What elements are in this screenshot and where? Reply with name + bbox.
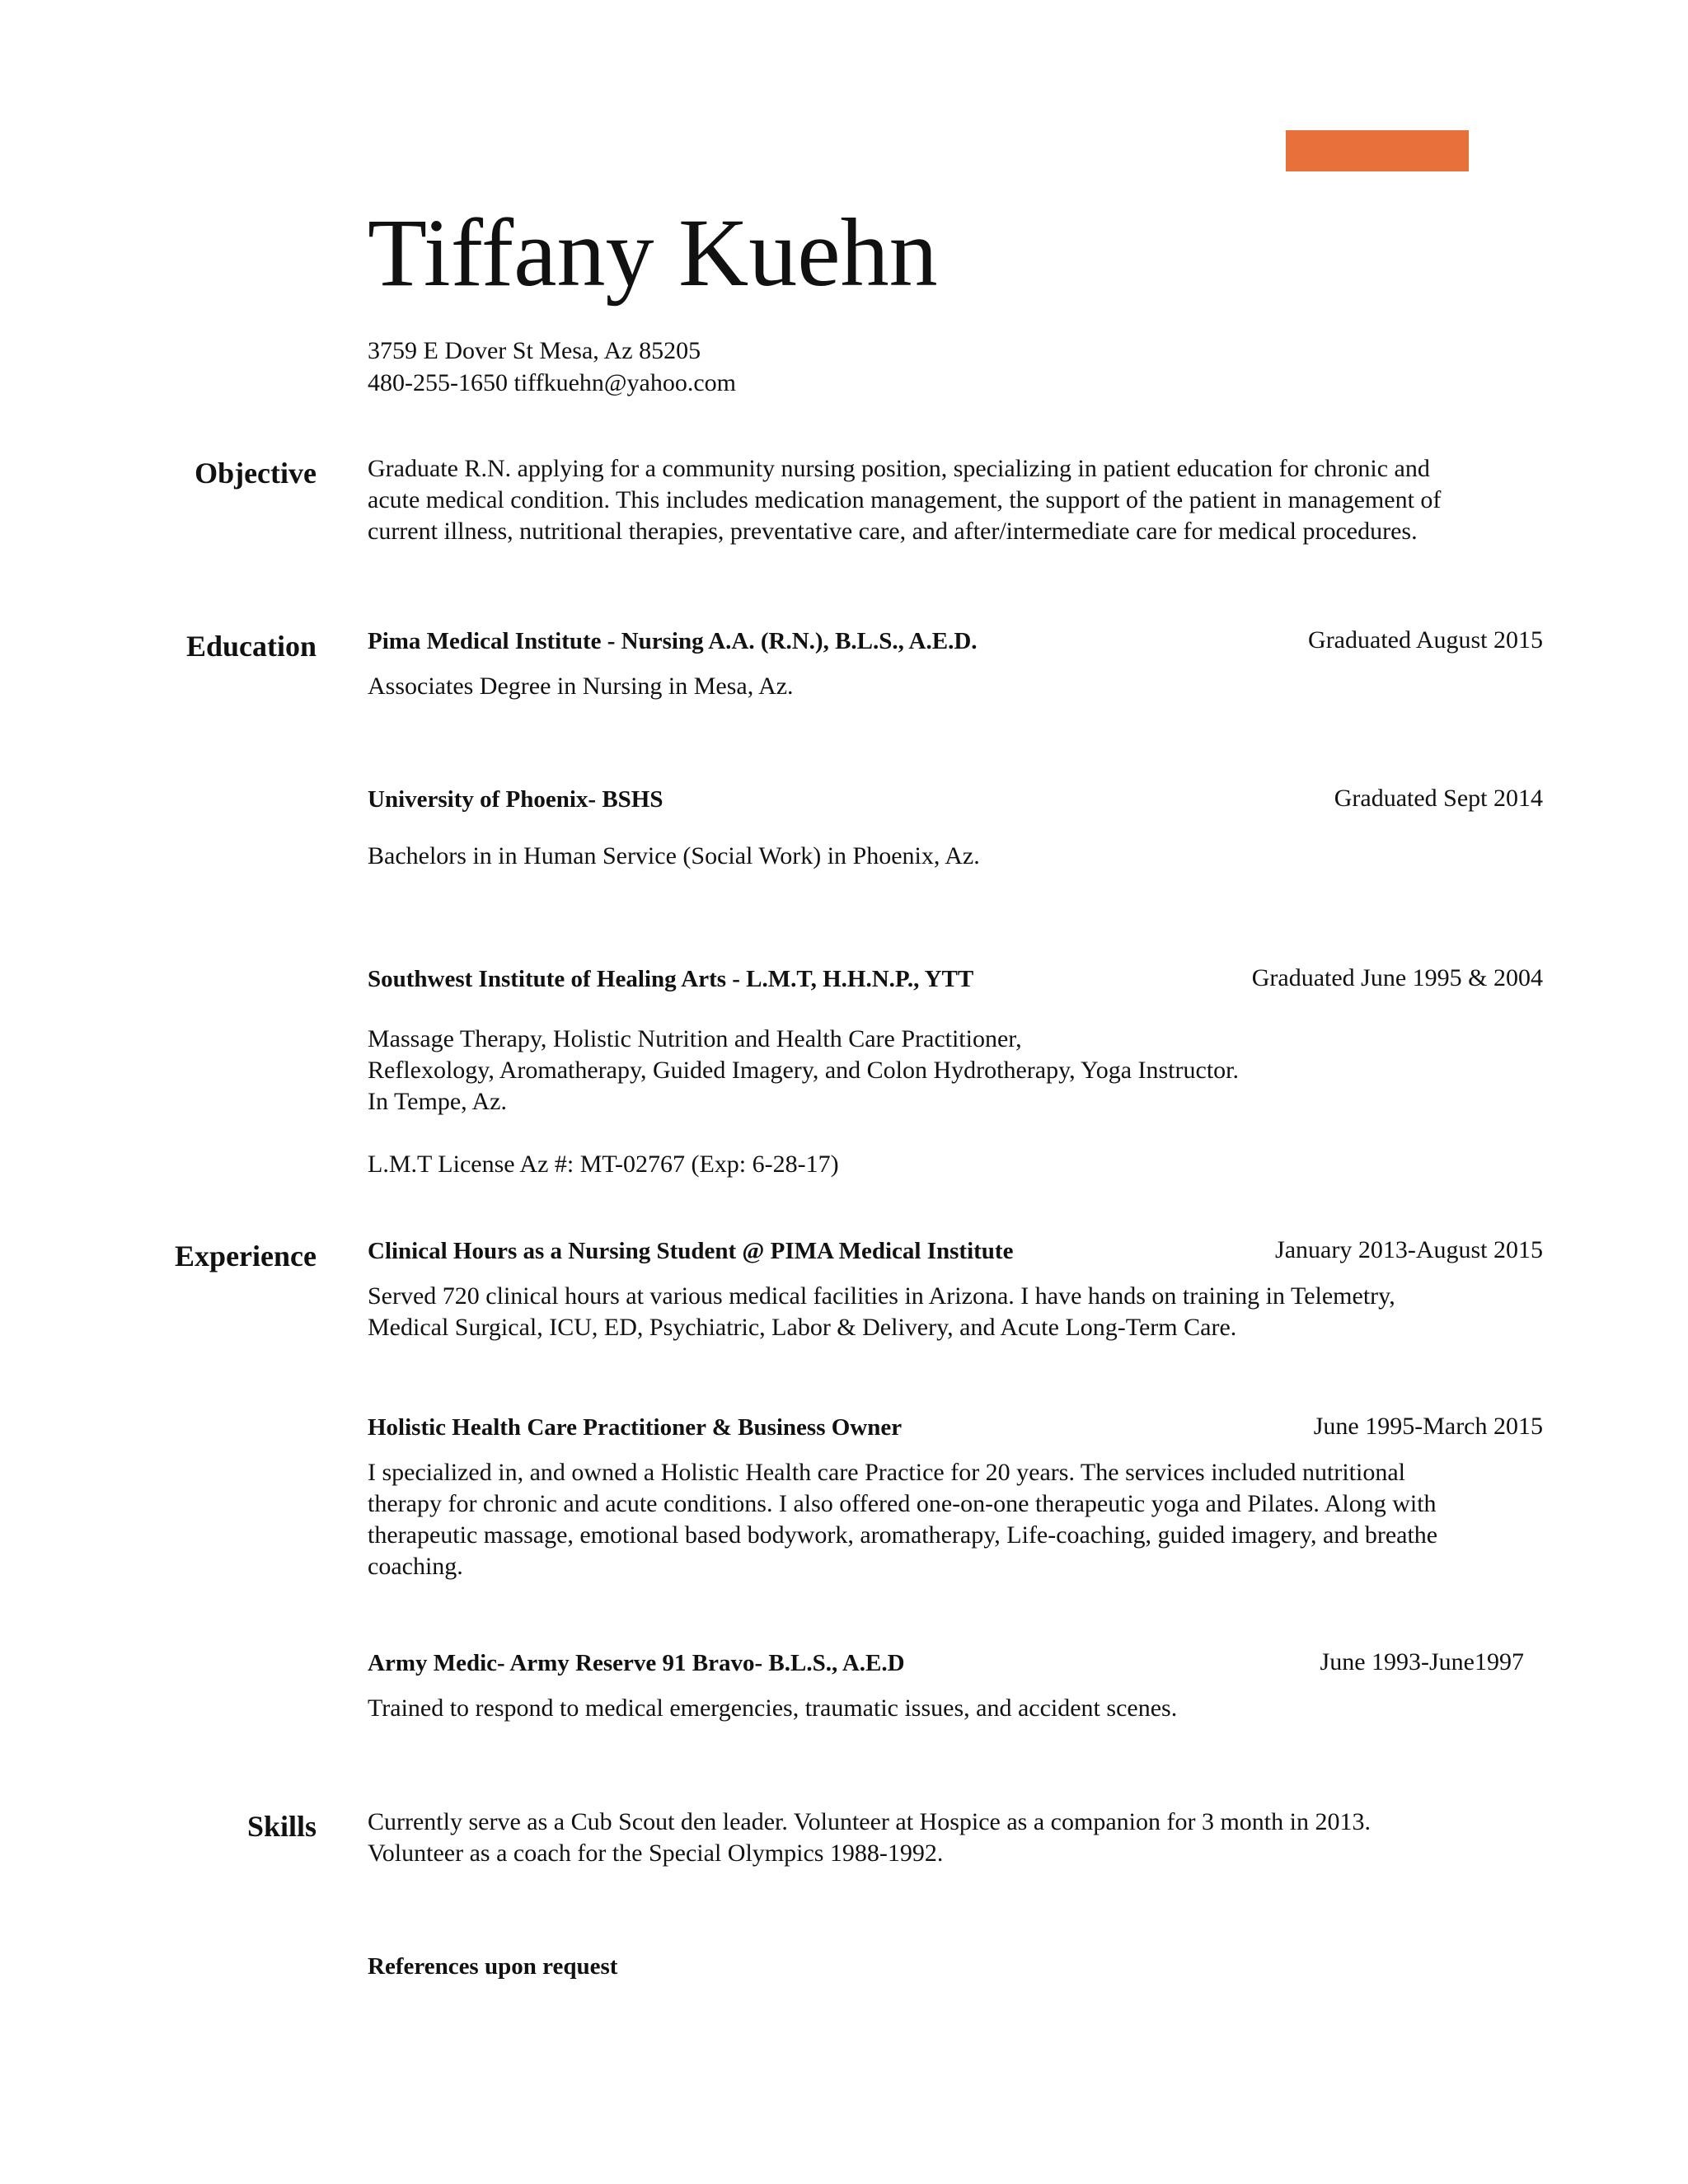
experience-desc-holistic xyxy=(368,1457,1437,1582)
experience-line: therapy for chronic and acute conditions. I also offered one-on-one therapeutic yoga and Pilates. Along with xyxy=(368,1490,1437,1517)
accent-bar xyxy=(1286,130,1469,171)
skills-heading: Skills xyxy=(246,1810,316,1843)
education-date-southwest: Graduated June 1995 & 2004 xyxy=(1251,964,1543,991)
experience-line: Served 720 clinical hours at various medical facilities in Arizona. I have hands on training in Telemetry, xyxy=(368,1282,1395,1310)
objective-heading: Objective xyxy=(195,457,316,490)
candidate-name: Tiffany Kuehn xyxy=(368,199,938,307)
experience-line: Medical Surgical, ICU, ED, Psychiatric, Labor & Delivery, and Acute Long-Term Care. xyxy=(368,1314,1237,1341)
education-date-pima: Graduated August 2015 xyxy=(1308,626,1543,654)
experience-title-clinical: Clinical Hours as a Nursing Student @ PIMA Medical Institute xyxy=(368,1238,1014,1264)
experience-title-army: Army Medic- Army Reserve 91 Bravo- B.L.S., A.E.D xyxy=(368,1650,905,1676)
experience-title-holistic: Holistic Health Care Practitioner & Business Owner xyxy=(368,1414,903,1441)
education-title-pima: Pima Medical Institute - Nursing A.A. (R.N.), B.L.S., A.E.D. xyxy=(368,628,978,654)
education-line: Associates Degree in Nursing in Mesa, Az. xyxy=(368,673,794,700)
experience-date-holistic: June 1995-March 2015 xyxy=(1313,1413,1543,1440)
education-desc-phoenix xyxy=(368,841,980,872)
experience-date-clinical: January 2013-August 2015 xyxy=(1275,1236,1543,1263)
skills-text xyxy=(368,1807,1371,1869)
education-line: Massage Therapy, Holistic Nutrition and Health Care Practitioner, xyxy=(368,1025,1022,1052)
education-desc-southwest xyxy=(368,1024,1239,1118)
experience-line: Trained to respond to medical emergencies, traumatic issues, and accident scenes. xyxy=(368,1694,1178,1722)
license-line: L.M.T License Az #: MT-02767 (Exp: 6-28-17) xyxy=(368,1151,839,1178)
references-note: References upon request xyxy=(368,1953,618,1980)
address: 3759 E Dover St Mesa, Az 85205 xyxy=(368,337,701,364)
skills-line: Currently serve as a Cub Scout den leader. Volunteer at Hospice as a companion for 3 month in 2013. xyxy=(368,1808,1371,1835)
experience-desc-army xyxy=(368,1693,1177,1724)
experience-line: therapeutic massage, emotional based bodywork, aromatherapy, Life-coaching, guided imagery, and breathe xyxy=(368,1521,1438,1549)
education-desc-pima xyxy=(368,671,794,702)
education-heading: Education xyxy=(185,630,316,663)
objective-line: Graduate R.N. applying for a community nursing position, specializing in patient education for chronic and xyxy=(368,455,1430,482)
experience-line: coaching. xyxy=(368,1553,463,1580)
experience-date-army: June 1993-June1997 xyxy=(1320,1648,1524,1675)
experience-heading: Experience xyxy=(175,1240,316,1272)
objective-line: current illness, nutritional therapies, preventative care, and after/intermediate care for medical procedures. xyxy=(368,518,1418,545)
skills-line: Volunteer as a coach for the Special Olympics 1988-1992. xyxy=(368,1840,944,1867)
education-line: Bachelors in in Human Service (Social Work) in Phoenix, Az. xyxy=(368,842,980,869)
experience-line: I specialized in, and owned a Holistic Health care Practice for 20 years. The services included nutritional xyxy=(368,1459,1405,1486)
education-title-southwest: Southwest Institute of Healing Arts - L.M.T, H.H.N.P., YTT xyxy=(368,966,974,992)
education-line: In Tempe, Az. xyxy=(368,1088,507,1115)
education-date-phoenix: Graduated Sept 2014 xyxy=(1334,785,1543,812)
experience-desc-clinical xyxy=(368,1281,1395,1343)
objective-text xyxy=(368,453,1441,547)
education-title-phoenix: University of Phoenix- BSHS xyxy=(368,786,663,813)
objective-line: acute medical condition. This includes medication management, the support of the patient in management of xyxy=(368,486,1442,513)
education-line: Reflexology, Aromatherapy, Guided Imagery, and Colon Hydrotherapy, Yoga Instructor. xyxy=(368,1057,1239,1084)
phone-email: 480-255-1650 tiffkuehn@yahoo.com xyxy=(368,369,736,396)
